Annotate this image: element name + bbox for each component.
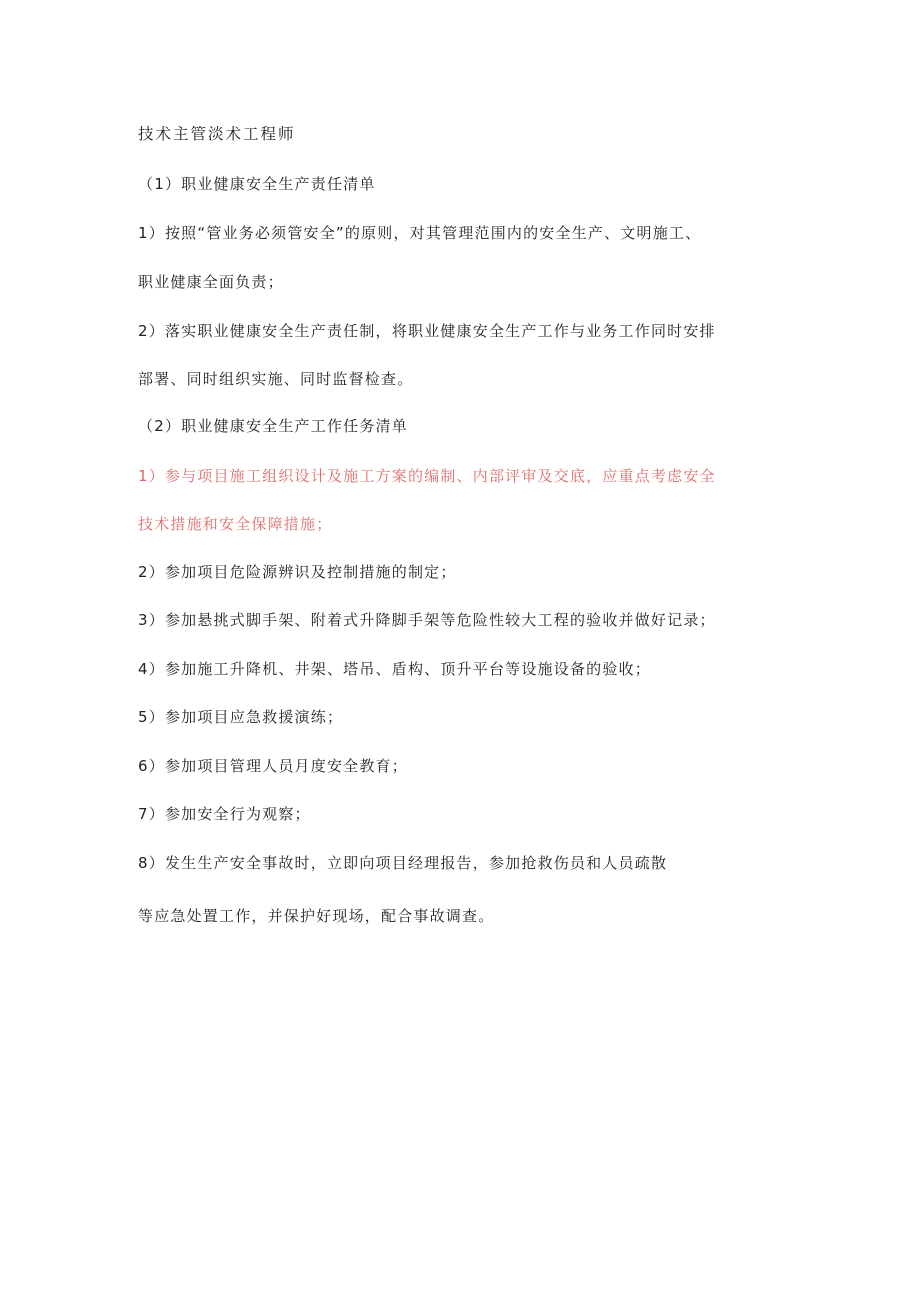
section-2-item-6: 6）参加项目管理人员月度安全教育； — [138, 757, 408, 775]
section-2-heading: （2）职业健康安全生产工作任务清单 — [138, 417, 408, 435]
section-1-heading: （1）职业健康安全生产责任清单 — [138, 175, 376, 193]
section-2-item-1-line-1: 1）参与项目施工组织设计及施工方案的编制、内部评审及交底，应重点考虑安全 — [138, 467, 716, 485]
section-2-item-1-line-2: 技术措施和安全保障措施； — [138, 515, 333, 533]
section-1-item-2-line-2: 部署、同时组织实施、同时监督检查。 — [138, 370, 414, 388]
section-2-item-3: 3）参加悬挑式脚手架、附着式升降脚手架等危险性较大工程的验收并做好记录； — [138, 611, 716, 629]
section-2-item-5: 5）参加项目应急救援演练； — [138, 708, 344, 726]
section-1-item-1-line-1: 1）按照“管业务必须管安全”的原则，对其管理范围内的安全生产、文明施工、 — [138, 224, 702, 242]
section-1-item-1-line-2: 职业健康全面负责； — [138, 273, 284, 291]
section-2-item-8-line-2: 等应急处置工作，并保护好现场，配合事故调查。 — [138, 907, 495, 925]
document-title: 技术主管淡术工程师 — [138, 125, 296, 143]
section-2-item-2: 2）参加项目危险源辨识及控制措施的制定； — [138, 563, 457, 581]
section-2-item-8-line-1: 8）发生生产安全事故时，立即向项目经理报告，参加抢救伤员和人员疏散 — [138, 854, 668, 872]
section-1-item-2-line-1: 2）落实职业健康安全生产责任制，将职业健康安全生产工作与业务工作同时安排 — [138, 322, 716, 340]
section-2-item-4: 4）参加施工升降机、井架、塔吊、盾构、顶升平台等设施设备的验收； — [138, 660, 651, 678]
section-2-item-7: 7）参加安全行为观察； — [138, 805, 311, 823]
